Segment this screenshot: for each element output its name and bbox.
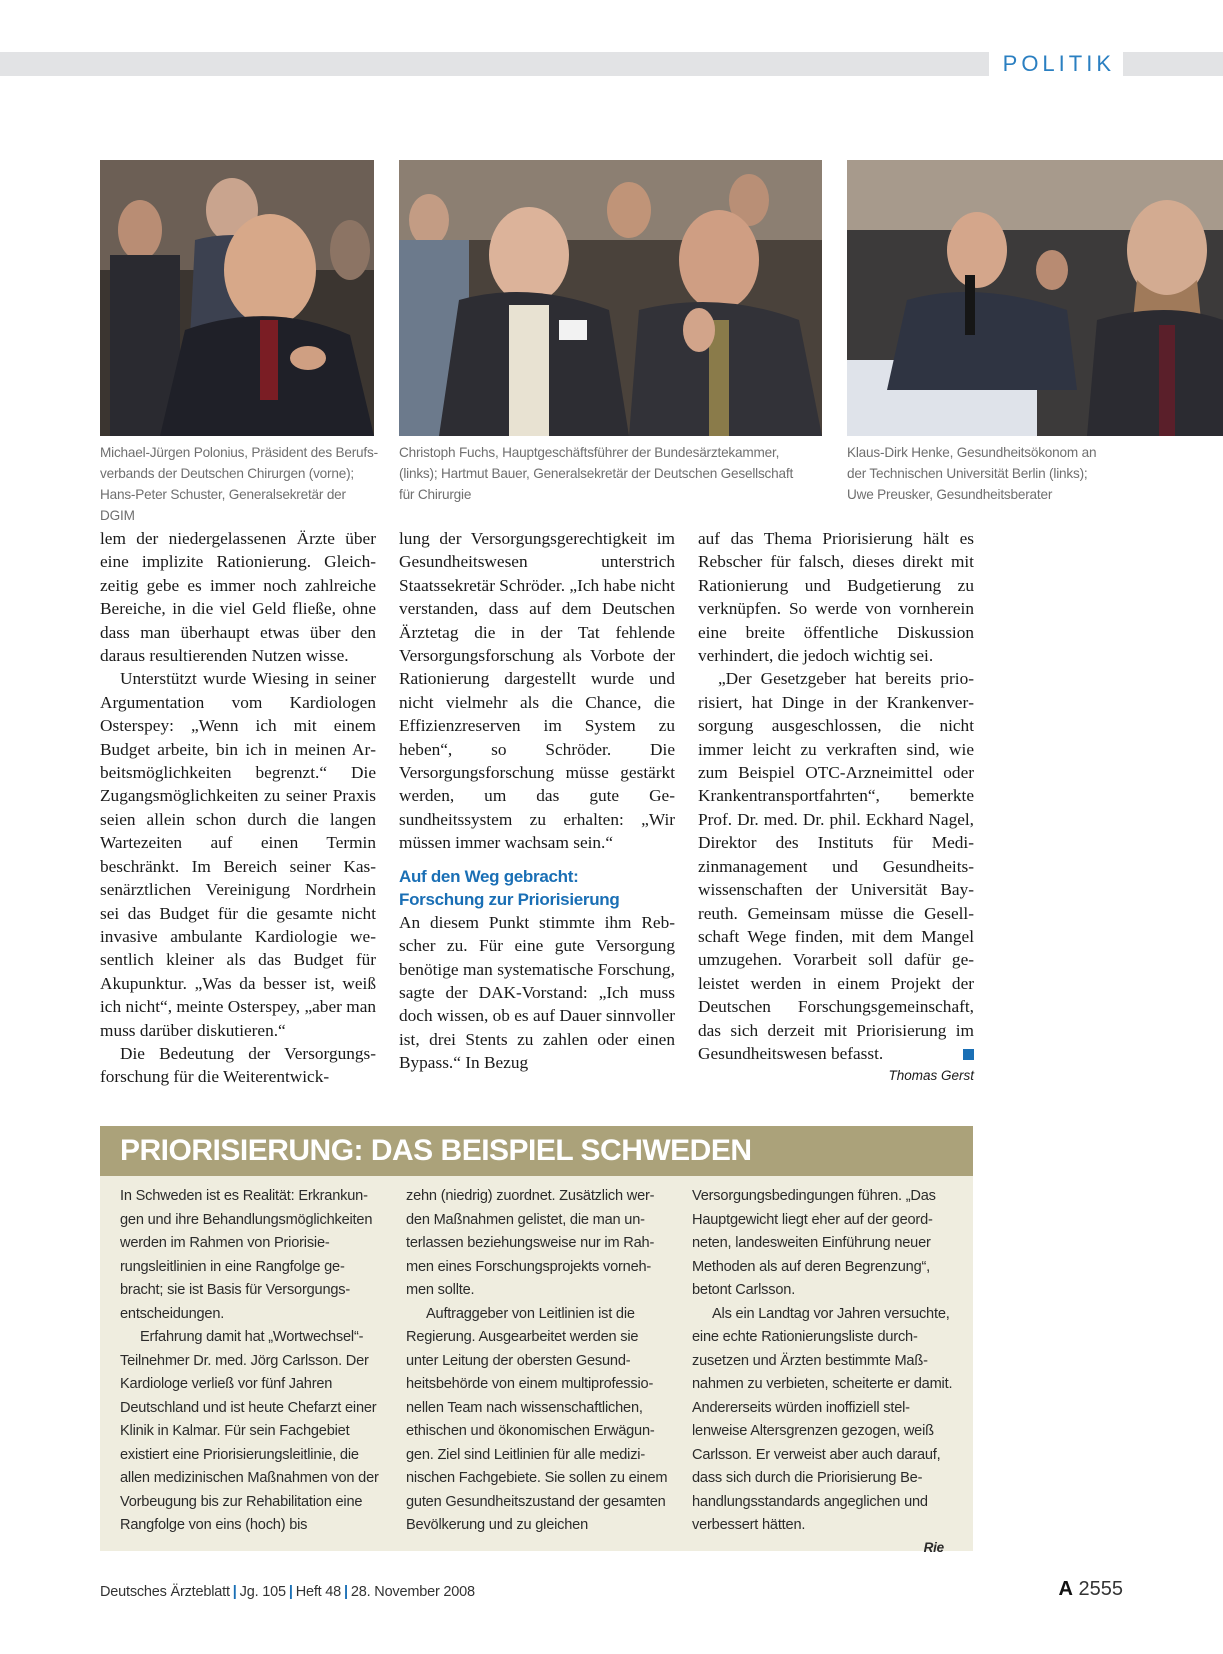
article-author: Thomas Gerst [888,1068,974,1084]
footer-separator: | [288,1584,293,1600]
page-prefix: A [1058,1578,1073,1600]
box-column-3 [692,1185,954,1555]
photo-caption-1: Michael-Jürgen Polonius, Präsident des Berufs-verbands der Deutschen Chirurgen (vorne); Hans-Peter Schuster, Generalsekretär der DGIM [100,445,378,523]
end-of-article-square-icon [963,1049,974,1060]
photo-caption-2: Christoph Fuchs, Hauptgeschäftsführer der Bundesärztekammer, (links); Hartmut Bauer, Generalsekretär der Deutschen Gesellschaft für Chirurgie [399,445,794,502]
page-number-value: 2555 [1078,1578,1123,1600]
photo-fuchs-bauer [399,160,822,436]
article-paragraph: lem der niedergelassenen Ärzte über eine implizite Rationierung. Gleichzeitig gebe es immer noch zahlreiche Bereiche, in die viel Geld fließe, ohne dass man überhaupt etwas über den daraus resultierenden Nutzen wisse. [100,529,376,666]
journal-volume: Jg. 105 [239,1584,286,1600]
issue-date: 28. November 2008 [350,1584,475,1600]
subheading-line-2: Forschung zur Priorisierung [399,889,620,909]
page-footer [100,1584,475,1600]
sidebar-box-title: PRIORISIERUNG: DAS BEISPIEL SCHWEDEN [100,1126,973,1176]
page-number [1058,1578,1123,1601]
article-paragraph: Die Bedeutung der Versorgungsforschung für die Weiterentwick- [100,1043,376,1087]
article-column-3 [698,527,974,1087]
box-paragraph: In Schweden ist es Realität: Erkrankungen und ihre Behandlungsmöglichkeiten werden im Rahmen von Priorisierungsleitlinien in eine Rangfolge gebracht; sie ist Basis für Versorgungsentscheidungen. [120,1188,373,1322]
box-paragraph: Auftraggeber von Leitlinien ist die Regierung. Ausgearbeitet werden sie unter Leitung der obersten Gesundheitsbehörde von einem multiprofessionellen Team nach wissenschaftlichen, ethischen und ökonomischen Erwägungen. Ziel sind Leitlinien für alle medizinischen Fachgebiete. Sie sollen zu einem guten Gesundheitszustand der gesamten Bevölkerung und zu gleichen [406,1305,668,1533]
box-paragraph: Versorgungsbedingungen führen. „Das Hauptgewicht liegt eher auf der geordneten, landesweiten Einführung neuer Methoden als auf deren Begrenzung“, betont Carlsson. [692,1188,936,1298]
journal-name: Deutsches Ärzteblatt [100,1584,230,1600]
photo-caption-3: Klaus-Dirk Henke, Gesundheitsökonom an der Technischen Universität Berlin (links); Uwe Preusker, Gesundheitsberater [847,445,1097,502]
article-paragraph-text: „Der Gesetzgeber hat bereits priorisiert, hat Dinge in der Krankenversorgung ausgeschlossen, die nicht immer leicht zu verkraften sind, wie zum Beispiel OTC-Arzneimittel oder Krankentransportfahrten“, bemerkte Prof. Dr. med. Dr. phil. Eckhard Nagel, Direktor des Instituts für Medizinmanagement und Gesundheitswissenschaften der Universität Bayreuth. Gemeinsam müsse die Gesellschaft Wege finden, mit dem Mangel umzugehen. Vorarbeit soll dafür geleistet werden in einem Projekt der Deutschen Forschungsgemeinschaft, das sich derzeit mit Priorisierung im Gesundheitswesen befasst. [698,669,974,1063]
article-paragraph: Unterstützt wurde Wiesing in seiner Argumentation vom Kardiologen Osterspey: „Wenn ich mit einem Budget arbeite, bin ich in meinen Arbeitsmöglichkeiten begrenzt.“ Die Zugangsmöglichkeiten zu seiner Praxis seien allein schon durch die langen Wartezeiten auf einen Termin beschränkt. Im Bereich seiner Kassenärztlichen Vereinigung Nordrhein sei das Budget für die gesamte nicht invasive ambulante Kardiologie wesentlich kleiner als das Budget für Akupunktur. „Was da besser ist, weiß ich nicht“, meinte Osterspey, „aber man muss darüber diskutieren.“ [100,669,376,1040]
box-column-2 [406,1185,668,1538]
box-paragraph: zehn (niedrig) zuordnet. Zusätzlich werden Maßnahmen gelistet, die man unterlassen beziehungsweise nur im Rahmen eines Forschungsprojekts vornehmen sollte. [406,1188,655,1298]
article-paragraph: lung der Versorgungsgerechtigkeit im Gesundheitswesen unterstrich Staatssekretär Schröder. „Ich habe nicht verstanden, dass auf dem Deutschen Ärztetag die in der Tat fehlende Versorgungsforschung als Vorbote der Rationierung dargestellt wurde und nicht vielmehr als die Chance, die Effizienzreserven im System zu heben“, so Schröder. Die Versorgungsforschung müsse gestärkt werden, um das gute Gesundheitssystem zu erhalten: „Wir müssen immer wachsam sein.“ [399,529,675,853]
box-paragraph: Als ein Landtag vor Jahren versuchte, eine echte Rationierungsliste durchzusetzen und Ärzten bestimmte Maßnahmen zu verbieten, scheiterte er damit. Andererseits würden inoffiziell stellenweise Altersgrenzen gezogen, weiß Carlsson. Er verweist aber auch darauf, dass sich durch die Priorisierung Behandlungsstandards angeglichen und verbessert hätten. [692,1305,953,1533]
section-label: POLITIK [989,50,1123,78]
footer-separator: | [232,1584,237,1600]
article-column-1 [100,527,376,1089]
subheading-line-1: Auf den Weg gebracht: [399,866,579,886]
photo-polonius-schuster [100,160,374,436]
article-paragraph: auf das Thema Priorisierung hält es Rebscher für falsch, dieses direkt mit Rationierung und Budgetierung zu verknüpfen. So werde von vornherein eine breite öffentliche Diskussion verhindert, die jedoch wichtig sei. [698,529,974,666]
photo-henke-preusker [847,160,1223,436]
sidebar-box-sweden [100,1126,973,1555]
article-paragraph: An diesem Punkt stimmte ihm Rebscher zu. Für eine gute Versorgung benötige man systematische Forschung, sagte der DAK-Vorstand: „Ich muss doch wissen, ob es auf Dauer sinnvoller ist, drei Stents zu zahlen oder einen Bypass.“ In Bezug [399,912,675,1073]
box-paragraph: Erfahrung damit hat „Wortwechsel“-Teilnehmer Dr. med. Jörg Carlsson. Der Kardiologe verließ vor fünf Jahren Deutschland und ist heute Chefarzt einer Klinik in Kalmar. Für sein Fachgebiet existiert eine Priorisierungsleitlinie, die allen medizinischen Maßnahmen von der Vorbeugung bis zur Rehabilitation eine Rangfolge von eins (hoch) bis [120,1329,379,1533]
article-subheading [399,865,675,911]
journal-issue: Heft 48 [295,1584,342,1600]
article-paragraph [698,667,974,1065]
box-signature: Rie [923,1540,944,1555]
footer-separator: | [344,1584,348,1600]
article-column-2 [399,527,675,1075]
box-column-1 [120,1185,382,1538]
